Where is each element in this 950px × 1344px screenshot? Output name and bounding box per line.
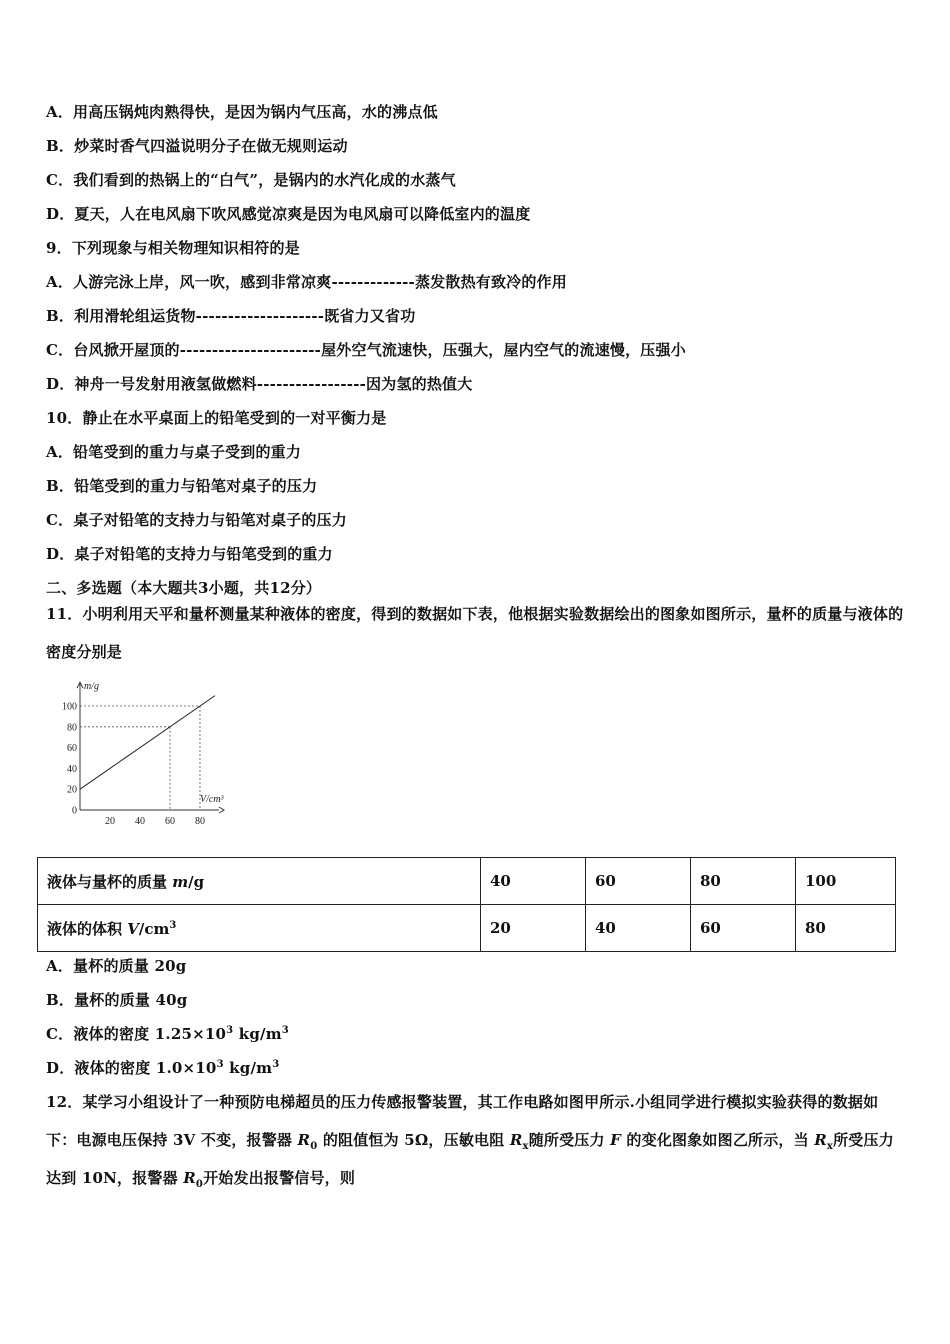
y-tick-label: 60 [67,743,77,755]
q8-option-a: A．用高压锅炖肉熟得快，是因为锅内气压高，水的沸点低 [46,103,438,121]
x-tick-label: 60 [165,816,175,827]
graph-guides [80,706,200,810]
q11-option-b: B．量杯的质量 40g [46,991,188,1009]
q8-option-d: D．夏天，人在电风扇下吹风感觉凉爽是因为电风扇可以降低室内的温度 [46,205,531,223]
table-cell: 100 [796,858,896,905]
y-tick-label: 80 [67,722,77,734]
q9-option-d: D．神舟一号发射用液氢做燃料-----------------因为氢的热值大 [46,375,473,393]
table-cell: 20 [481,905,586,952]
y-tick-label: 100 [62,701,77,713]
q9-option-a: A．人游完泳上岸，风一吹，感到非常凉爽-------------蒸发散热有致冷的作用 [46,273,567,291]
q10-option-d: D．桌子对铅笔的支持力与铅笔受到的重力 [46,545,333,563]
q12-stem: 12．某学习小组设计了一种预防电梯超员的压力传感报警装置，其工作电路如图甲所示.小组同学进行模拟实验获得的数据如下：电源电压保持 3V 不变，报警器 $R_0$ 的阻值恒为 5Ω，压敏电阻 $R_x$随所受压力 F 的变化图象如图乙所示，当 $R_x$所受压力达到 10N，报警器 $R_0$开始发出报警信号，则 [46,1093,894,1190]
table-cell: 60 [691,905,796,952]
x-tick-label: 80 [195,816,205,827]
y-tick-label: 20 [67,784,77,796]
table-cell: 80 [691,858,796,905]
q8-option-c: C．我们看到的热锅上的“白气”，是锅内的水汽化成的水蒸气 [46,171,456,189]
q9-option-b: B．利用滑轮组运货物--------------------既省力又省功 [46,307,416,325]
y-tick-label: 40 [67,763,77,775]
graph-y-axis-label: m/g [84,681,99,692]
x-tick-label: 40 [135,816,145,827]
section-heading: 二、多选题（本大题共3小题，共12分） [46,579,322,597]
q9-stem: 9．下列现象与相关物理知识相符的是 [46,239,300,257]
data-table [37,857,896,952]
table-cell: 40 [481,858,586,905]
graph-x-axis-label: V/cm³ [200,794,224,805]
table-cell: 40 [586,905,691,952]
q11-option-c: C．液体的密度 $1.25\times 10^3$ $kg/m^3$ [46,1025,289,1043]
series-line [80,696,215,790]
q11-option-a: A．量杯的质量 20g [46,957,187,975]
q10-option-a: A．铅笔受到的重力与桌子受到的重力 [46,443,302,461]
table-cell: 80 [796,905,896,952]
graph-series [80,696,215,790]
table-cell: 60 [586,858,691,905]
table-row-mass [38,858,896,905]
x-axis-arrow [219,807,224,813]
table-header-volume: 液体的体积 $V/cm^3$ [38,905,481,952]
q11-stem: 11．小明利用天平和量杯测量某种液体的密度，得到的数据如下表，他根据实验数据绘出的图象如图所示，量杯的质量与液体的密度分别是 [46,605,904,661]
q10-option-b: B．铅笔受到的重力与铅笔对桌子的压力 [46,477,318,495]
q10-stem: 10．静止在水平桌面上的铅笔受到的一对平衡力是 [46,409,387,427]
graph-y-tick-labels [62,702,77,817]
q8-option-b: B．炒菜时香气四溢说明分子在做无规则运动 [46,137,348,155]
q10-option-c: C．桌子对铅笔的支持力与铅笔对桌子的压力 [46,511,347,529]
q9-option-c: C．台风掀开屋顶的----------------------屋外空气流速快，压强大，屋内空气的流速慢，压强小 [46,341,686,359]
table-row-volume [38,905,896,952]
mass-volume-graph [54,675,244,830]
q11-option-d: D．液体的密度 $1.0\times 10^3$ $kg/m^3$ [46,1059,280,1077]
x-tick-label: 20 [105,816,115,827]
graph-x-tick-labels [105,816,205,827]
table-header-mass: 液体与量杯的质量 m/g [38,858,481,905]
y-tick-label: 0 [72,805,77,817]
